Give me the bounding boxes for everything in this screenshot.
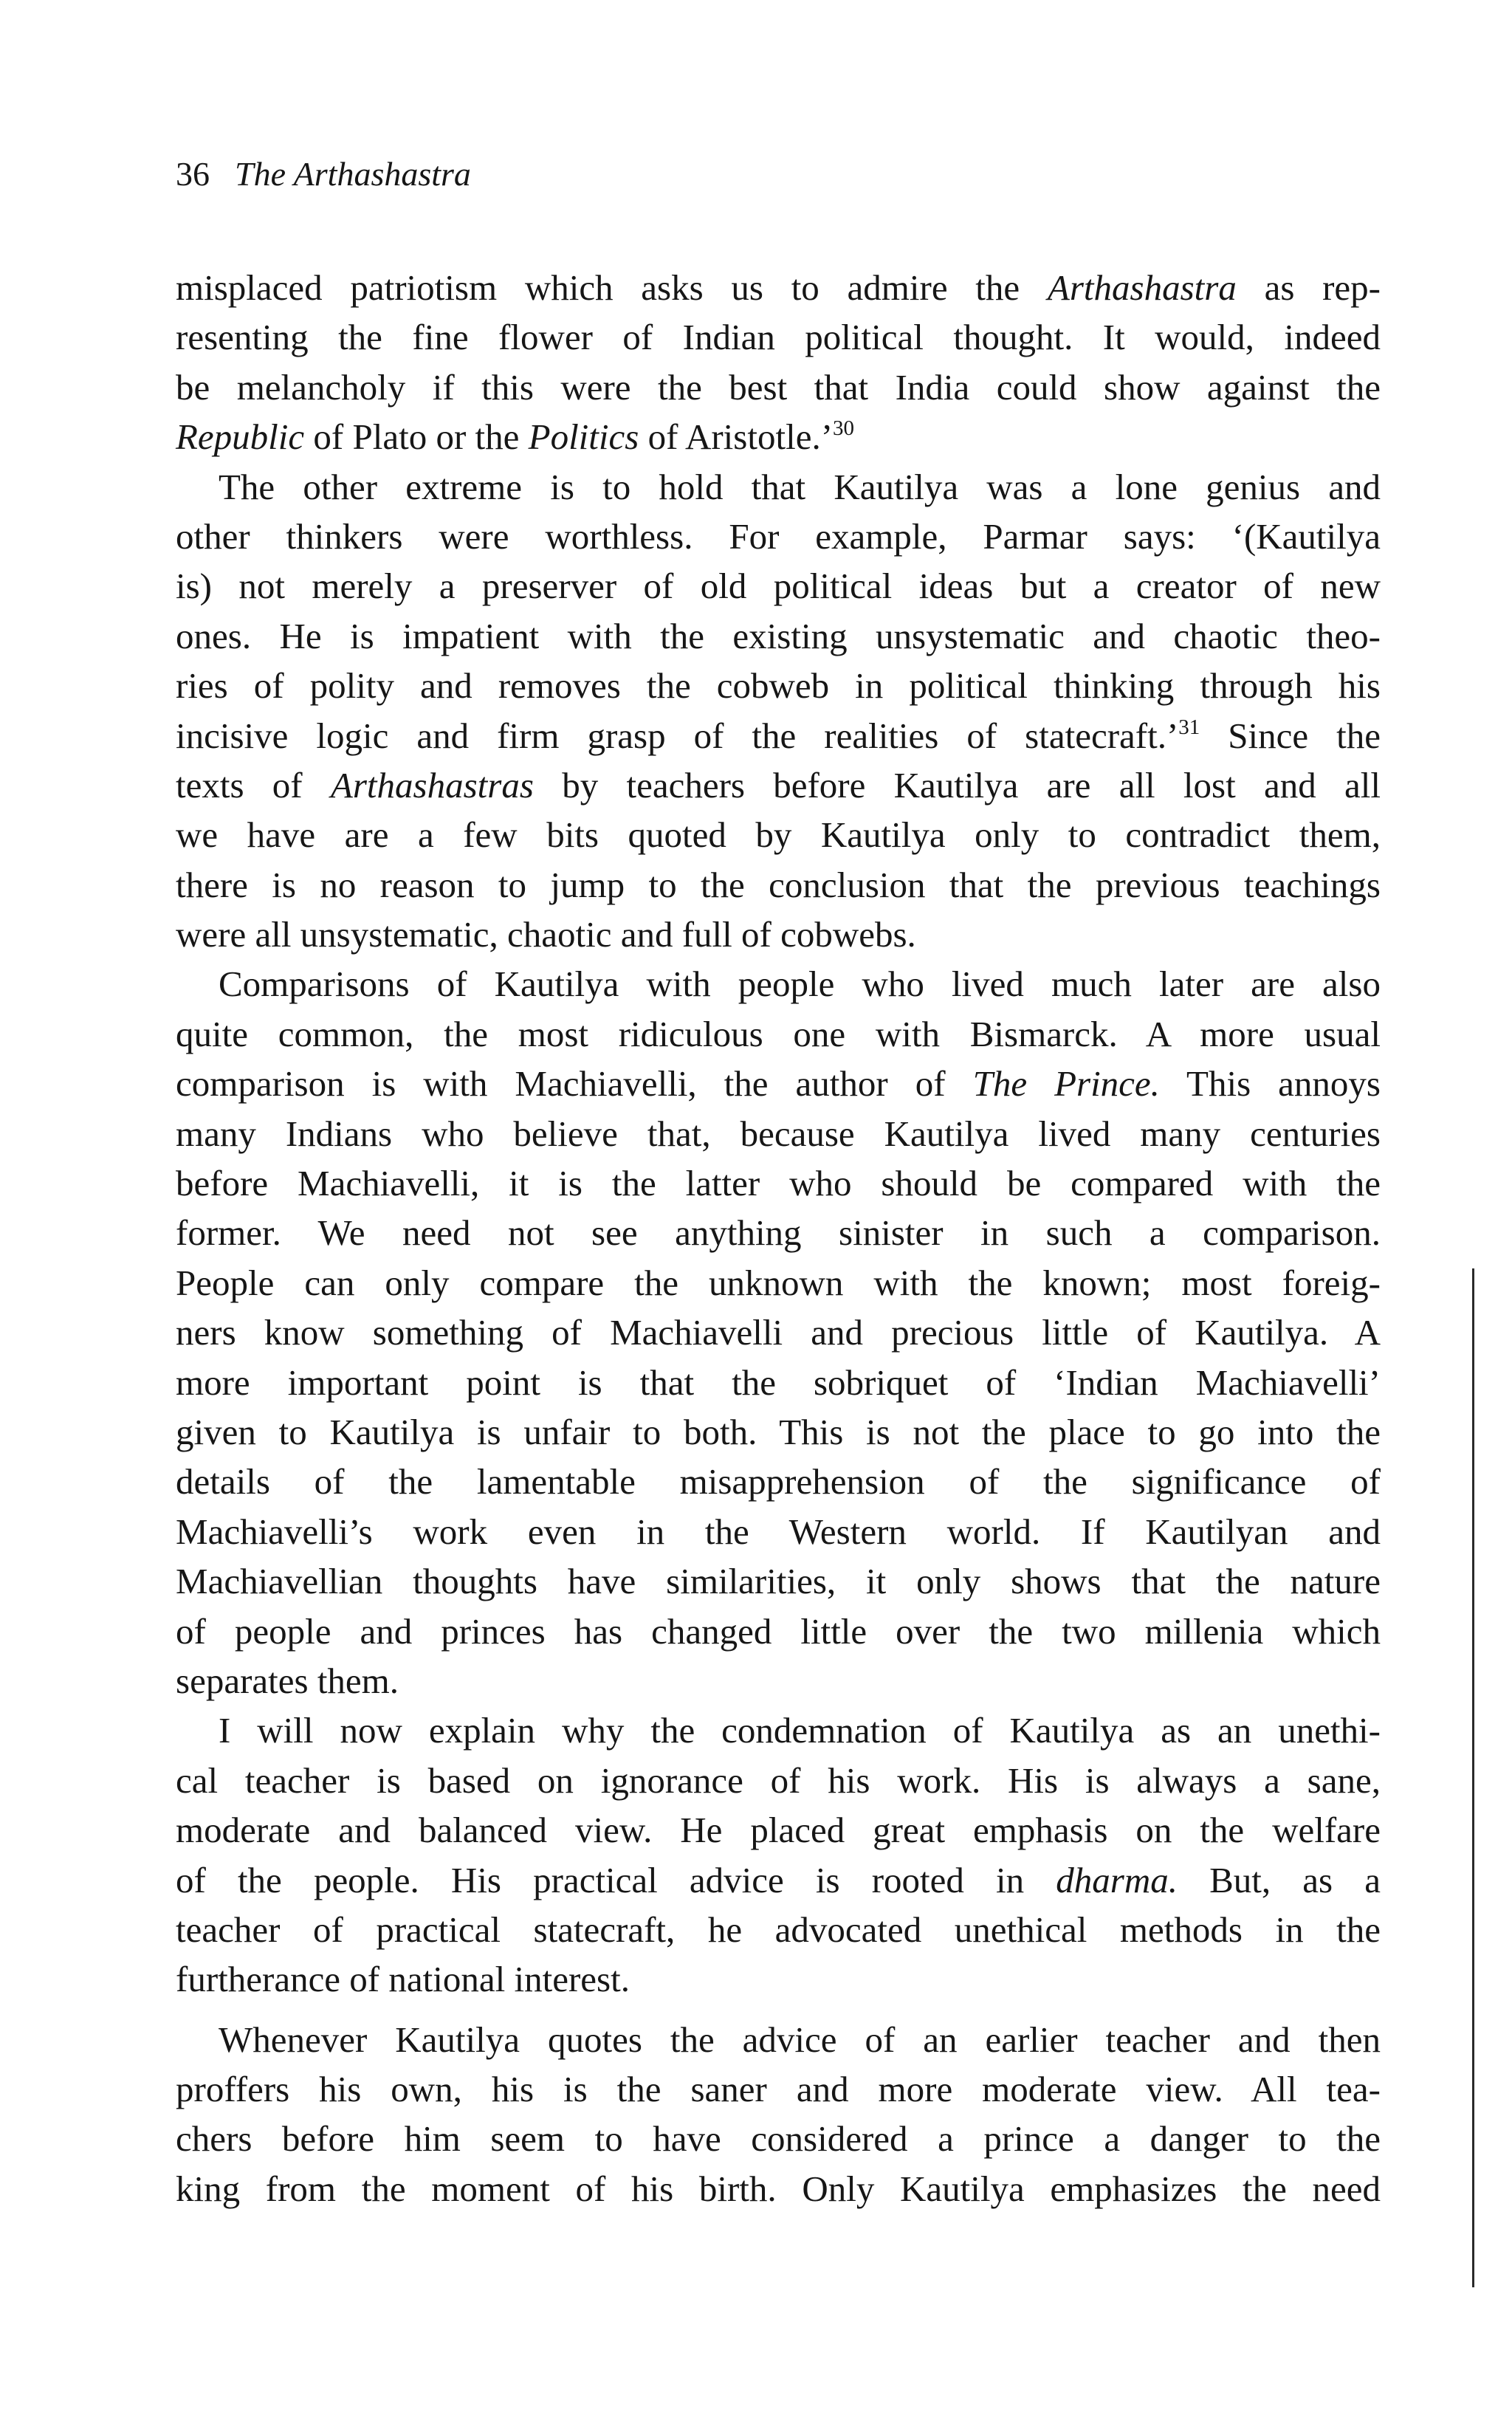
text-line — [176, 1407, 1381, 1457]
text-line — [176, 1258, 1381, 1308]
text-segment: ries of polity and removes the cobweb in political thinking through his — [176, 665, 1381, 707]
text-segment: we have are a few bits quoted by Kautilya only to contradict them, — [176, 814, 1381, 856]
text-segment: given to Kautilya is unfair to both. This is not the place to go into the — [176, 1411, 1381, 1452]
text-segment: of Aristotle.’ — [639, 416, 834, 458]
text-line — [176, 1059, 1381, 1108]
text-line — [176, 661, 1381, 710]
text-segment: Whenever Kautilya quotes the advice of an earlier teacher and then — [219, 2019, 1381, 2060]
text-segment: Machiavellian thoughts have similarities, it only shows that the nature — [176, 1561, 1381, 1602]
text-line — [176, 412, 1381, 461]
italic-text: The Prince. — [972, 1063, 1160, 1105]
text-line — [176, 1507, 1381, 1556]
text-segment: is) not merely a preserver of old political ideas but a creator of new — [176, 566, 1381, 607]
text-line — [176, 1656, 1381, 1706]
body-text — [176, 263, 1381, 2213]
text-line — [176, 561, 1381, 611]
text-line — [176, 2114, 1381, 2163]
text-line — [176, 1009, 1381, 1059]
text-line — [176, 2015, 1381, 2064]
text-segment: be melancholy if this were the best that India could show against the — [176, 366, 1381, 408]
italic-text: Republic — [176, 416, 305, 458]
text-segment: of people and princes has changed little over the two millenia which — [176, 1610, 1381, 1652]
text-segment: ners know something of Machiavelli and precious little of Kautilya. A — [176, 1312, 1381, 1353]
text-line — [176, 1358, 1381, 1407]
text-segment: Comparisons of Kautilya with people who lived much later are also — [219, 964, 1381, 1005]
text-segment: other thinkers were worthless. For example, Parmar says: ‘(Kautilya — [176, 515, 1381, 557]
text-line — [176, 1706, 1381, 1755]
text-segment: ones. He is impatient with the existing unsystematic and chaotic theo- — [176, 615, 1381, 656]
text-segment: Since the — [1200, 715, 1381, 756]
text-line — [176, 1607, 1381, 1656]
text-segment: king from the moment of his birth. Only Kautilya emphasizes the need — [176, 2168, 1381, 2209]
margin-rule — [1472, 1268, 1474, 2287]
footnote-ref: 31 — [1178, 715, 1200, 739]
text-segment: resenting the fine flower of Indian political thought. It would, indeed — [176, 317, 1381, 358]
text-segment: texts of — [176, 764, 331, 806]
text-segment: furtherance of national interest. — [176, 1959, 630, 2000]
text-line — [176, 810, 1381, 859]
text-segment: misplaced patriotism which asks us to admire the — [176, 267, 1048, 308]
text-line — [176, 2164, 1381, 2213]
text-segment: moderate and balanced view. He placed great emphasis on the welfare — [176, 1810, 1381, 1851]
footnote-ref: 30 — [833, 416, 855, 441]
text-line — [176, 910, 1381, 959]
text-line — [176, 1208, 1381, 1257]
italic-text: Arthashastra — [1047, 267, 1237, 308]
text-segment: chers before him seem to have considered a prince a danger to the — [176, 2118, 1381, 2160]
text-line — [176, 611, 1381, 661]
text-line — [176, 860, 1381, 910]
text-line — [176, 263, 1381, 312]
text-segment: proffers his own, his is the saner and more moderate view. All tea- — [176, 2069, 1381, 2110]
text-line — [176, 1109, 1381, 1158]
text-line — [176, 1457, 1381, 1506]
text-segment: were all unsystematic, chaotic and full of cobwebs. — [176, 914, 916, 955]
text-line — [176, 1556, 1381, 1606]
text-segment: But, as a — [1177, 1859, 1381, 1900]
text-line — [176, 2064, 1381, 2114]
text-line — [176, 1855, 1381, 1905]
text-line — [176, 1954, 1381, 2004]
text-line — [176, 760, 1381, 810]
text-line — [176, 1308, 1381, 1357]
text-line — [176, 312, 1381, 362]
text-segment: This annoys — [1159, 1063, 1381, 1105]
text-segment: before Machiavelli, it is the latter who should be compared with the — [176, 1163, 1381, 1204]
book-title: The Arthashastra — [235, 155, 471, 193]
italic-text: Arthashastras — [330, 764, 534, 806]
running-head — [176, 154, 471, 195]
italic-text: dharma. — [1056, 1859, 1178, 1900]
text-line — [176, 363, 1381, 412]
text-segment: I will now explain why the condemnation of Kautilya as an unethi- — [219, 1710, 1381, 1751]
text-segment: by teachers before Kautilya are all lost and all — [533, 764, 1381, 806]
text-segment: as rep- — [1236, 267, 1381, 308]
text-line — [176, 711, 1381, 760]
text-segment: Machiavelli’s work even in the Western world. If Kautilyan and — [176, 1511, 1381, 1552]
text-segment: teacher of practical statecraft, he advocated unethical methods in the — [176, 1909, 1381, 1950]
text-line — [176, 462, 1381, 512]
page-number: 36 — [176, 155, 210, 193]
text-line — [176, 1158, 1381, 1208]
text-segment: more important point is that the sobriquet of ‘Indian Machiavelli’ — [176, 1361, 1381, 1403]
text-segment: incisive logic and firm grasp of the realities of statecraft.’ — [176, 715, 1179, 756]
text-segment: comparison is with Machiavelli, the author of — [176, 1063, 973, 1105]
text-segment: separates them. — [176, 1660, 399, 1701]
text-line — [176, 512, 1381, 561]
text-segment: many Indians who believe that, because Kautilya lived many centuries — [176, 1113, 1381, 1154]
text-line — [176, 959, 1381, 1009]
italic-text: Politics — [528, 416, 639, 458]
text-segment: there is no reason to jump to the conclusion that the previous teachings — [176, 864, 1381, 905]
text-segment: The other extreme is to hold that Kautilya was a lone genius and — [219, 466, 1381, 507]
text-line — [176, 1805, 1381, 1855]
text-segment: details of the lamentable misapprehension of the significance of — [176, 1461, 1381, 1502]
text-segment: People can only compare the unknown with the known; most foreig- — [176, 1262, 1381, 1303]
text-segment: cal teacher is based on ignorance of his work. His is always a sane, — [176, 1759, 1381, 1801]
text-segment: former. We need not see anything sinister in such a comparison. — [176, 1212, 1381, 1254]
text-line — [176, 1756, 1381, 1805]
text-segment: of Plato or the — [304, 416, 529, 458]
text-segment: of the people. His practical advice is rooted in — [176, 1859, 1056, 1900]
text-line — [176, 1905, 1381, 1954]
text-segment: quite common, the most ridiculous one with Bismarck. A more usual — [176, 1013, 1381, 1054]
